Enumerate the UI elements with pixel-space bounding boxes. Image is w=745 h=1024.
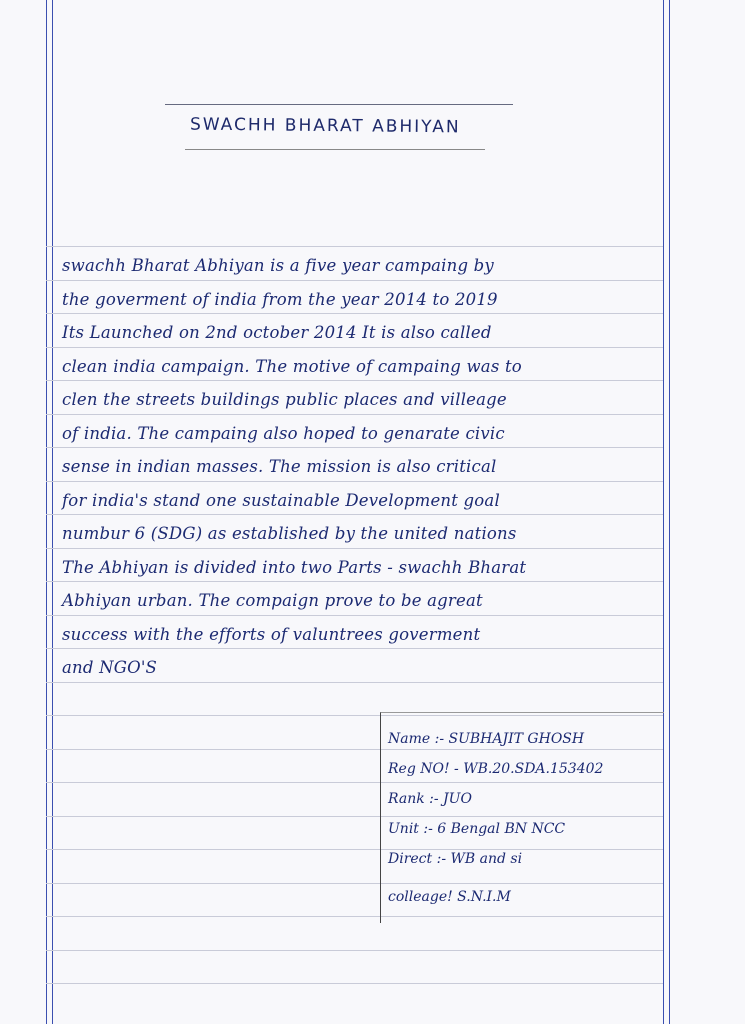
essay-body xyxy=(62,249,662,685)
detail-reg-no: Reg NO! - WB.20.SDA.153402 xyxy=(388,761,604,777)
detail-college: colleage! S.N.I.M xyxy=(388,889,511,905)
body-line: Abhiyan urban. The compaign prove to be agreat xyxy=(62,591,483,610)
body-line: sense in indian masses. The mission is also critical xyxy=(62,457,497,476)
body-line: numbur 6 (SDG) as established by the united nations xyxy=(62,524,517,543)
left-margin-line xyxy=(46,0,47,1024)
ruled-line xyxy=(46,246,663,247)
body-line: clen the streets buildings public places and villeage xyxy=(62,390,507,409)
body-line: clean india campaign. The motive of campaing was to xyxy=(62,356,522,376)
ruled-line xyxy=(46,950,663,951)
detail-name: Name :- SUBHAJIT GHOSH xyxy=(388,731,585,747)
right-margin-line-outer xyxy=(669,0,670,1024)
detail-unit: Unit :- 6 Bengal BN NCC xyxy=(388,821,566,837)
ruled-line xyxy=(46,983,663,984)
body-line: of india. The campaing also hoped to genarate civic xyxy=(62,423,505,443)
body-line: for india's stand one sustainable Development goal xyxy=(62,490,500,510)
body-line: swachh Bharat Abhiyan is a five year campaing by xyxy=(62,256,494,275)
body-line: success with the efforts of valuntrees goverment xyxy=(62,624,481,644)
detail-direct: Direct :- WB and si xyxy=(388,851,523,867)
body-line: The Abhiyan is divided into two Parts - swachh Bharat xyxy=(62,557,527,577)
title-underline xyxy=(185,149,485,150)
page-title: SWACHH BHARAT ABHIYAN xyxy=(189,114,461,138)
body-line: the goverment of india from the year 2014 to 2019 xyxy=(62,289,498,309)
detail-rank: Rank :- JUO xyxy=(388,791,472,807)
body-line: and NGO'S xyxy=(62,658,158,677)
body-line: Its Launched on 2nd october 2014 It is also called xyxy=(62,323,492,342)
title-top-line xyxy=(165,104,513,105)
author-details xyxy=(388,724,603,912)
left-margin-line-inner xyxy=(52,0,53,1024)
